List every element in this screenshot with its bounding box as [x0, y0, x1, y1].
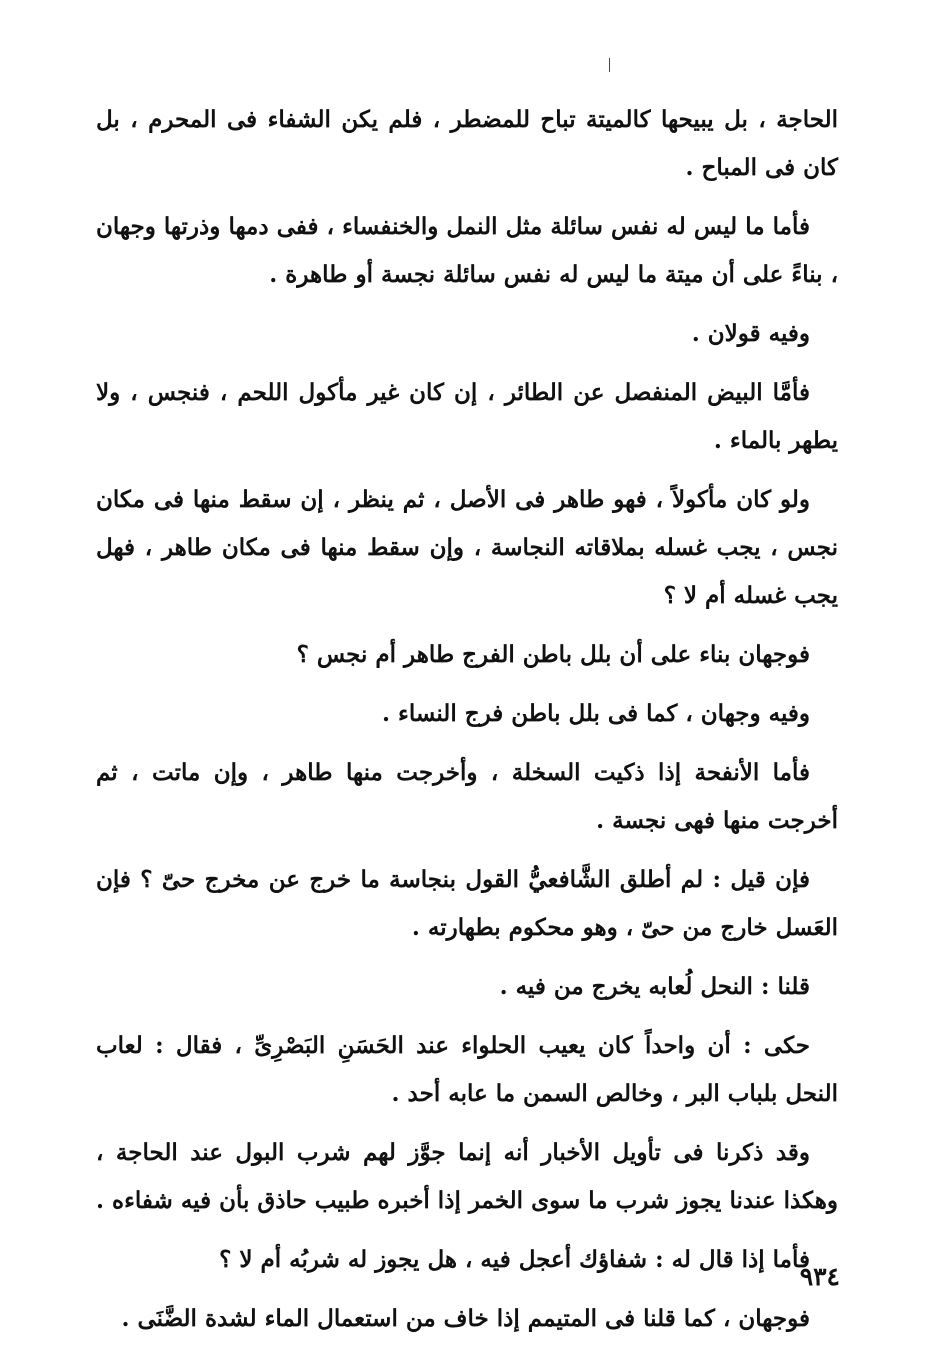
paragraph-14: فوجهان ، كما قلنا فى المتيمم إذا خاف من استعمال الماء لشدة الضَّنَى . — [121, 1305, 810, 1332]
paragraph-13: فأما إذا قال له : شفاؤك أعجل فيه ، هل يجوز له شربُه أم لا ؟ — [219, 1246, 810, 1273]
paragraph-11: حكى : أن واحداً كان يعيب الحلواء عند الحَسَنِ البَصْرِىِّ ، فقال : لعاب النحل بلباب البر ، وخالص السمن ما عابه أحد . — [96, 1032, 838, 1107]
paragraph-1: الحاجة ، بل يبيحها كالميتة تباح للمضطر ، فلم يكن الشفاء فى المحرم ، بل كان فى المباح . — [96, 106, 838, 181]
paragraph-12: وقد ذكرنا فى تأويل الأخبار أنه إنما جوَّز لهم شرب البول عند الحاجة ، وهكذا عندنا يجوز شرب ما سوى الخمر إذا أخبره طبيب حاذق بأن فيه شفاءه . — [96, 1139, 838, 1214]
paragraph-6: فوجهان بناء على أن بلل باطن الفرج طاهر أم نجس ؟ — [296, 641, 810, 668]
paragraph-8: فأما الأنفحة إذا ذكيت السخلة ، وأخرجت منها طاهر ، وإن ماتت ، ثم أخرجت منها فهى نجسة . — [96, 759, 838, 834]
paragraph-4: فأمَّا البيض المنفصل عن الطائر ، إن كان غير مأكول اللحم ، فنجس ، ولا يطهر بالماء . — [96, 379, 838, 454]
paragraph-3: وفيه قولان . — [691, 320, 810, 347]
paragraph-5: ولو كان مأكولاً ، فهو طاهر فى الأصل ، ثم ينظر ، إن سقط منها فى مكان نجس ، يجب غسله بملاقاته النجاسة ، وإن سقط منها فى مكان طاهر ، فهل يجب غسله أم لا ؟ — [96, 486, 838, 609]
paragraph-2: فأما ما ليس له نفس سائلة مثل النمل والخنفساء ، ففى دمها وذرتها وجهان ، بناءً على أن ميتة ما ليس له نفس سائلة نجسة أو طاهرة . — [96, 213, 838, 288]
page-number: ٩٣٤ — [799, 1262, 840, 1291]
paragraph-9: فإن قيل : لم أطلق الشَّافعيُّ القول بنجاسة ما خرج عن مخرج حىّ ؟ فإن العَسل خارج من حىّ ، وهو محكوم بطهارته . — [96, 866, 838, 941]
body-text — [96, 96, 838, 1354]
paragraph-10: قلنا : النحل لُعابه يخرج من فيه . — [499, 973, 810, 1000]
scan-mark — [609, 58, 610, 72]
paragraph-7: وفيه وجهان ، كما فى بلل باطن فرج النساء . — [382, 700, 810, 727]
